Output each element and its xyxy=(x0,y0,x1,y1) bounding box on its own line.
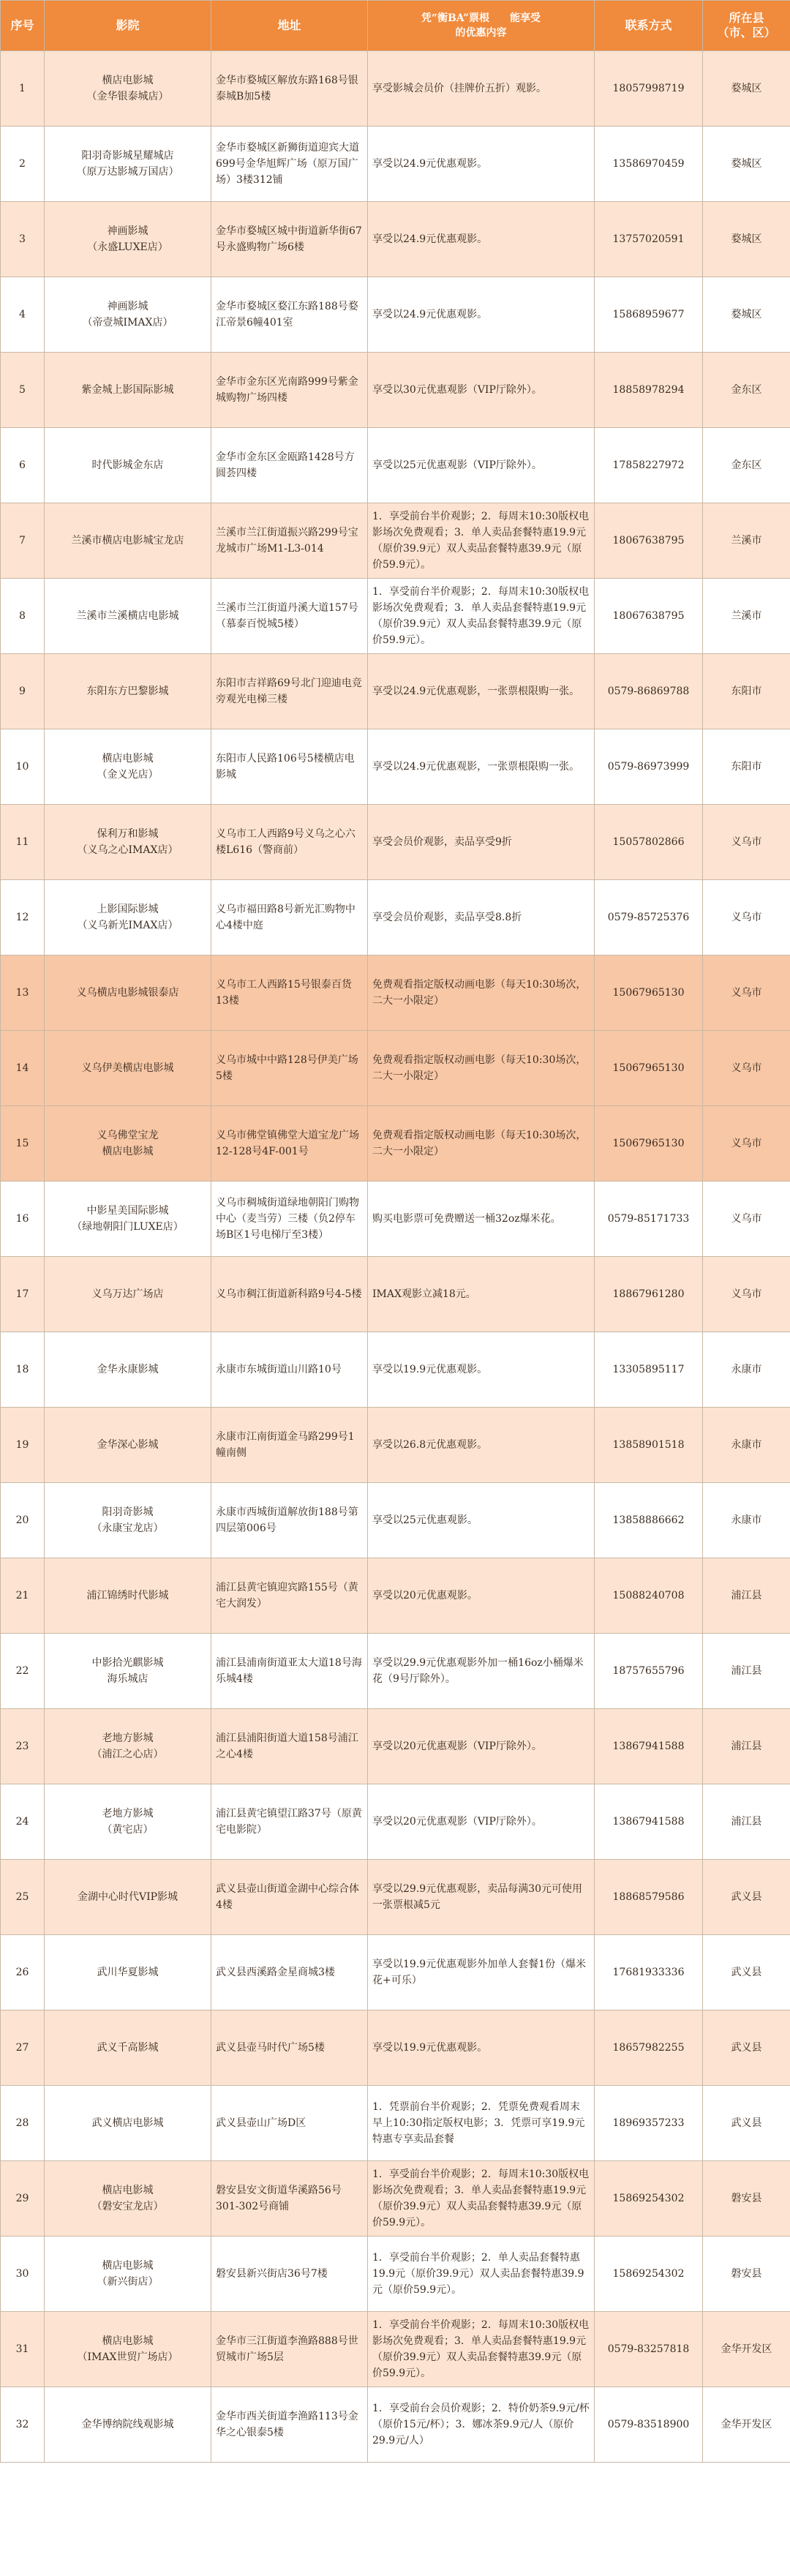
cinema-name-line1: 上影国际影城 xyxy=(97,904,159,915)
region: 磐安县 xyxy=(703,2161,790,2237)
contact-phone: 15868959677 xyxy=(595,277,703,353)
promo-content: 享受影城会员价（挂牌价五折）观影。 xyxy=(368,51,595,127)
region: 磐安县 xyxy=(703,2237,790,2312)
header-region-line1: 所在县 xyxy=(729,11,764,25)
cinema-address: 武义县壶山街道金湖中心综合体4楼 xyxy=(211,1860,368,1935)
region: 义乌市 xyxy=(703,1031,790,1106)
table-row xyxy=(1,277,790,353)
table-row xyxy=(1,1634,790,1709)
header-promo-line1: 凭“衡BA”票根 能享受 xyxy=(421,12,541,24)
region: 浦江县 xyxy=(703,1558,790,1634)
row-number: 24 xyxy=(1,1784,45,1860)
cinema-name-line2: （金义光店） xyxy=(97,769,159,781)
cinema-name-line1: 金华永康影城 xyxy=(97,1364,159,1375)
row-number: 12 xyxy=(1,880,45,955)
promo-content: 购买电影票可免费赠送一桶32oz爆米花。 xyxy=(368,1182,595,1257)
promo-content: 享受以20元优惠观影（VIP厅除外）。 xyxy=(368,1784,595,1860)
cinema-name-line1: 保利万和影城 xyxy=(97,828,159,840)
header-region-line2: （市、区） xyxy=(717,26,776,40)
region: 永康市 xyxy=(703,1483,790,1558)
contact-phone: 15067965130 xyxy=(595,1106,703,1182)
cinema-address: 义乌市稠江街道新科路9号4-5楼 xyxy=(211,1257,368,1332)
cinema-name-line1: 金华深心影城 xyxy=(97,1439,159,1451)
region: 金东区 xyxy=(703,428,790,503)
cinema-name-line1: 金华博纳院线观影城 xyxy=(81,2419,174,2430)
cinema-name-line2: （义乌新光IMAX店） xyxy=(77,920,178,931)
cinema-address: 浦江县浦阳街道大道158号浦江之心4楼 xyxy=(211,1709,368,1784)
cinema-name xyxy=(45,2161,211,2237)
cinema-name xyxy=(45,1106,211,1182)
table-row xyxy=(1,2312,790,2387)
cinema-address: 义乌市稠城街道绿地朝阳门购物中心（麦当劳）三楼（负2停车场B区1号电梯厅至3楼） xyxy=(211,1182,368,1257)
region: 义乌市 xyxy=(703,880,790,955)
table-row xyxy=(1,654,790,729)
header-cinema: 影院 xyxy=(45,1,211,51)
row-number: 7 xyxy=(1,503,45,579)
cinema-name-line2: （新兴街店） xyxy=(97,2276,159,2288)
row-number: 2 xyxy=(1,127,45,202)
row-number: 18 xyxy=(1,1332,45,1408)
table-row xyxy=(1,353,790,428)
row-number: 19 xyxy=(1,1408,45,1483)
promo-content: 1．享受前台半价观影；2．每周末10:30版权电影场次免费观看；3．单人卖品套餐特惠19.9元（原价39.9元）双人卖品套餐特惠39.9元（原价59.9元）。 xyxy=(368,2312,595,2387)
region: 义乌市 xyxy=(703,805,790,880)
row-number: 9 xyxy=(1,654,45,729)
table-row xyxy=(1,1935,790,2010)
table-row xyxy=(1,1031,790,1106)
cinema-name xyxy=(45,1935,211,2010)
cinema-address: 金华市婺城区婺江东路188号婺江帝景6幢401室 xyxy=(211,277,368,353)
region: 永康市 xyxy=(703,1408,790,1483)
row-number: 1 xyxy=(1,51,45,127)
contact-phone: 0579-86973999 xyxy=(595,729,703,805)
table-row xyxy=(1,2010,790,2086)
cinema-name-line2: （IMAX世贸广场店） xyxy=(77,2351,178,2363)
header-region xyxy=(703,1,790,51)
cinema-address: 兰溪市兰江街道丹溪大道157号（慕泰百悦城5楼） xyxy=(211,579,368,654)
contact-phone: 15088240708 xyxy=(595,1558,703,1634)
contact-phone: 18757655796 xyxy=(595,1634,703,1709)
region: 浦江县 xyxy=(703,1709,790,1784)
region: 永康市 xyxy=(703,1332,790,1408)
cinema-name-line1: 武义横店电影城 xyxy=(91,2117,164,2129)
cinema-name xyxy=(45,1182,211,1257)
region: 武义县 xyxy=(703,2086,790,2161)
cinema-name xyxy=(45,202,211,277)
contact-phone: 18067638795 xyxy=(595,579,703,654)
promo-content: 1．享受前台会员价观影；2．特价奶茶9.9元/杯（原价15元/杯）；3．娜冰茶9.9元/人（原价29.9元/人） xyxy=(368,2387,595,2463)
table-row xyxy=(1,202,790,277)
promo-content: 1．享受前台半价观影；2．每周末10:30版权电影场次免费观看；3．单人卖品套餐特惠19.9元（原价39.9元）双人卖品套餐特惠39.9元（原价59.9元）。 xyxy=(368,2161,595,2237)
contact-phone: 15067965130 xyxy=(595,955,703,1031)
cinema-address: 义乌市佛堂镇佛堂大道宝龙广场12-128号4F-001号 xyxy=(211,1106,368,1182)
cinema-name-line1: 横店电影城 xyxy=(102,2185,154,2196)
table-row xyxy=(1,1182,790,1257)
contact-phone: 18067638795 xyxy=(595,503,703,579)
cinema-name-line2: 海乐城店 xyxy=(107,1673,148,1685)
cinema-name-line2: （绿地朝阳门LUXE店） xyxy=(72,1221,184,1233)
cinema-name-line2: （黄宅店） xyxy=(102,1824,154,1836)
cinema-name xyxy=(45,1709,211,1784)
header-address: 地址 xyxy=(211,1,368,51)
cinema-name xyxy=(45,654,211,729)
cinema-address: 磐安县新兴街店36号7楼 xyxy=(211,2237,368,2312)
table-row xyxy=(1,1709,790,1784)
contact-phone: 0579-83257818 xyxy=(595,2312,703,2387)
cinema-name-line1: 金湖中心时代VIP影城 xyxy=(77,1891,178,1903)
cinema-name xyxy=(45,880,211,955)
header-contact: 联系方式 xyxy=(595,1,703,51)
promo-content: 享受以20元优惠观影（VIP厅除外）。 xyxy=(368,1709,595,1784)
contact-phone: 18969357233 xyxy=(595,2086,703,2161)
table-row xyxy=(1,1860,790,1935)
cinema-address: 浦江县黄宅镇望江路37号（原黄宅电影院） xyxy=(211,1784,368,1860)
table-row xyxy=(1,1784,790,1860)
cinema-name-line1: 义乌万达广场店 xyxy=(91,1288,164,1300)
row-number: 28 xyxy=(1,2086,45,2161)
table-row xyxy=(1,428,790,503)
cinema-name-line1: 横店电影城 xyxy=(102,2335,154,2347)
contact-phone: 18657982255 xyxy=(595,2010,703,2086)
row-number: 27 xyxy=(1,2010,45,2086)
header-no: 序号 xyxy=(1,1,45,51)
promo-content: IMAX观影立减18元。 xyxy=(368,1257,595,1332)
contact-phone: 15067965130 xyxy=(595,1031,703,1106)
promo-content: 享受以24.9元优惠观影，一张票根限购一张。 xyxy=(368,729,595,805)
table-row xyxy=(1,2086,790,2161)
cinema-name xyxy=(45,428,211,503)
cinema-name-line1: 义乌横店电影城银泰店 xyxy=(76,987,179,999)
contact-phone: 0579-85725376 xyxy=(595,880,703,955)
row-number: 22 xyxy=(1,1634,45,1709)
cinema-name xyxy=(45,1408,211,1483)
contact-phone: 18858978294 xyxy=(595,353,703,428)
contact-phone: 13867941588 xyxy=(595,1784,703,1860)
row-number: 14 xyxy=(1,1031,45,1106)
cinema-name xyxy=(45,2010,211,2086)
cinema-name xyxy=(45,277,211,353)
table-row xyxy=(1,729,790,805)
cinema-name-line2: （浦江之心店） xyxy=(91,1749,164,1760)
promo-content: 免费观看指定版权动画电影（每天10:30场次，二大一小限定） xyxy=(368,955,595,1031)
row-number: 8 xyxy=(1,579,45,654)
cinema-address: 东阳市人民路106号5楼横店电影城 xyxy=(211,729,368,805)
row-number: 25 xyxy=(1,1860,45,1935)
promo-content: 享受以29.9元优惠观影，卖品每满30元可使用一张票根减5元 xyxy=(368,1860,595,1935)
row-number: 30 xyxy=(1,2237,45,2312)
promo-content: 享受以30元优惠观影（VIP厅除外）。 xyxy=(368,353,595,428)
row-number: 13 xyxy=(1,955,45,1031)
cinema-name-line2: 横店电影城 xyxy=(102,1146,154,1157)
cinema-name-line1: 阳羽奇影城 xyxy=(102,1506,154,1518)
header-promo-line2: 的优惠内容 xyxy=(455,27,507,39)
cinema-address: 武义县壶山广场D区 xyxy=(211,2086,368,2161)
cinema-name xyxy=(45,1634,211,1709)
cinema-name xyxy=(45,729,211,805)
region: 婺城区 xyxy=(703,127,790,202)
region: 浦江县 xyxy=(703,1634,790,1709)
promo-content: 享受以24.9元优惠观影。 xyxy=(368,277,595,353)
contact-phone: 15057802866 xyxy=(595,805,703,880)
cinema-name xyxy=(45,579,211,654)
promo-content: 1．凭票前台半价观影；2．凭票免费观看周末早上10:30指定版权电影；3．凭票可享19.9元特惠专享卖品套餐 xyxy=(368,2086,595,2161)
promo-content: 享受以24.9元优惠观影。 xyxy=(368,202,595,277)
row-number: 15 xyxy=(1,1106,45,1182)
contact-phone: 0579-85171733 xyxy=(595,1182,703,1257)
promo-content: 免费观看指定版权动画电影（每天10:30场次，二大一小限定） xyxy=(368,1031,595,1106)
promo-content: 享受以20元优惠观影。 xyxy=(368,1558,595,1634)
promo-content: 享受会员价观影，卖品享受8.8折 xyxy=(368,880,595,955)
promo-content: 享受以25元优惠观影。 xyxy=(368,1483,595,1558)
cinema-name-line1: 东阳东方巴黎影城 xyxy=(86,686,169,697)
promo-content: 享受以29.9元优惠观影外加一桶16oz小桶爆米花（9号厅除外）。 xyxy=(368,1634,595,1709)
table-row xyxy=(1,2161,790,2237)
cinema-address: 义乌市城中中路128号伊美广场5楼 xyxy=(211,1031,368,1106)
cinema-name xyxy=(45,2312,211,2387)
row-number: 11 xyxy=(1,805,45,880)
contact-phone: 18057998719 xyxy=(595,51,703,127)
cinema-address: 浦江县浦南街道亚太大道18号海乐城4楼 xyxy=(211,1634,368,1709)
region: 武义县 xyxy=(703,2010,790,2086)
cinema-name xyxy=(45,955,211,1031)
cinema-name-line1: 神画影城 xyxy=(107,225,148,237)
cinema-name-line1: 义乌佛堂宝龙 xyxy=(97,1130,159,1141)
region: 兰溪市 xyxy=(703,503,790,579)
cinema-address: 浦江县黄宅镇迎宾路155号（黄宅大润发） xyxy=(211,1558,368,1634)
promo-content: 享受以19.9元优惠观影外加单人套餐1份（爆米花+可乐） xyxy=(368,1935,595,2010)
region: 婺城区 xyxy=(703,202,790,277)
table-row xyxy=(1,2387,790,2463)
cinema-name-line1: 中影星美国际影城 xyxy=(86,1205,169,1217)
contact-phone: 18867961280 xyxy=(595,1257,703,1332)
cinema-name-line1: 横店电影城 xyxy=(102,2260,154,2272)
cinema-name-line1: 义乌伊美横店电影城 xyxy=(81,1062,174,1074)
cinema-address: 永康市西城街道解放街188号第四层第006号 xyxy=(211,1483,368,1558)
contact-phone: 13586970459 xyxy=(595,127,703,202)
row-number: 29 xyxy=(1,2161,45,2237)
row-number: 10 xyxy=(1,729,45,805)
table-row xyxy=(1,1332,790,1408)
region: 东阳市 xyxy=(703,654,790,729)
row-number: 20 xyxy=(1,1483,45,1558)
promo-content: 1．享受前台半价观影；2．每周末10:30版权电影场次免费观看；3．单人卖品套餐特惠19.9元（原价39.9元）双人卖品套餐特惠39.9元（原价59.9元）。 xyxy=(368,579,595,654)
cinema-address: 金华市三江街道李渔路888号世贸城市广场5层 xyxy=(211,2312,368,2387)
cinema-name xyxy=(45,805,211,880)
cinema-name xyxy=(45,503,211,579)
region: 武义县 xyxy=(703,1935,790,2010)
cinema-name-line2: （金华银泰城店） xyxy=(86,91,169,102)
contact-phone: 15869254302 xyxy=(595,2237,703,2312)
cinema-name xyxy=(45,2237,211,2312)
region: 兰溪市 xyxy=(703,579,790,654)
cinema-name-line1: 阳羽奇影城星耀城店 xyxy=(81,150,174,162)
table-row xyxy=(1,1483,790,1558)
promo-content: 享受以26.8元优惠观影。 xyxy=(368,1408,595,1483)
cinema-name-line1: 时代影城金东店 xyxy=(91,459,164,471)
row-number: 3 xyxy=(1,202,45,277)
cinema-address: 义乌市福田路8号新光汇购物中心4楼中庭 xyxy=(211,880,368,955)
cinema-name-line1: 紫金城上影国际影城 xyxy=(81,384,174,396)
cinema-name-line1: 浦江锦绣时代影城 xyxy=(86,1590,169,1601)
table-row xyxy=(1,880,790,955)
cinema-name-line2: （帝壹城IMAX店） xyxy=(82,317,173,328)
region: 义乌市 xyxy=(703,955,790,1031)
cinema-address: 义乌市工人西路9号义乌之心六楼L616（警商前） xyxy=(211,805,368,880)
contact-phone: 13858901518 xyxy=(595,1408,703,1483)
row-number: 17 xyxy=(1,1257,45,1332)
cinema-name-line1: 兰溪市横店电影城宝龙店 xyxy=(71,535,184,547)
cinema-address: 武义县西溪路金星商城3楼 xyxy=(211,1935,368,2010)
promo-content: 1．享受前台半价观影；2．单人卖品套餐特惠19.9元（原价39.9元）双人卖品套餐特惠39.9元（原价59.9元）。 xyxy=(368,2237,595,2312)
cinema-name-line1: 横店电影城 xyxy=(102,75,154,86)
cinema-name xyxy=(45,1031,211,1106)
cinema-name-line2: （永盛LUXE店） xyxy=(87,241,168,253)
table-row xyxy=(1,2237,790,2312)
cinema-address: 金华市婺城区新狮街道迎宾大道699号金华旭辉广场（原万国广场）3楼312铺 xyxy=(211,127,368,202)
table-header-row xyxy=(1,1,790,51)
cinema-name xyxy=(45,1784,211,1860)
cinema-name-line1: 兰溪市兰溪横店电影城 xyxy=(76,610,179,622)
cinema-address: 永康市江南街道金马路299号1幢南侧 xyxy=(211,1408,368,1483)
cinema-name xyxy=(45,1558,211,1634)
cinema-address: 金华市西关街道李渔路113号金华之心银泰5楼 xyxy=(211,2387,368,2463)
cinema-address: 永康市东城街道山川路10号 xyxy=(211,1332,368,1408)
cinema-name xyxy=(45,127,211,202)
table-row xyxy=(1,1408,790,1483)
cinema-name-line1: 神画影城 xyxy=(107,301,148,312)
cinema-name xyxy=(45,51,211,127)
cinema-name xyxy=(45,1257,211,1332)
cinema-name-line1: 武川华夏影城 xyxy=(97,1967,159,1978)
row-number: 31 xyxy=(1,2312,45,2387)
table-row xyxy=(1,805,790,880)
region: 金华开发区 xyxy=(703,2387,790,2463)
region: 金东区 xyxy=(703,353,790,428)
promo-content: 享受会员价观影，卖品享受9折 xyxy=(368,805,595,880)
cinema-address: 金华市金东区金瓯路1428号方圆荟四楼 xyxy=(211,428,368,503)
contact-phone: 17858227972 xyxy=(595,428,703,503)
cinema-name-line2: （义乌之心IMAX店） xyxy=(77,844,178,856)
row-number: 5 xyxy=(1,353,45,428)
table-row xyxy=(1,127,790,202)
cinema-name xyxy=(45,1483,211,1558)
cinema-address: 兰溪市兰江街道振兴路299号宝龙城市广场M1-L3-014 xyxy=(211,503,368,579)
promo-content: 享受以25元优惠观影（VIP厅除外）。 xyxy=(368,428,595,503)
table-row xyxy=(1,955,790,1031)
contact-phone: 13757020591 xyxy=(595,202,703,277)
row-number: 32 xyxy=(1,2387,45,2463)
table-row xyxy=(1,579,790,654)
promo-content: 享受以19.9元优惠观影。 xyxy=(368,1332,595,1408)
cinema-address: 东阳市吉祥路69号北门迎迪电竞旁观光电梯三楼 xyxy=(211,654,368,729)
contact-phone: 18868579586 xyxy=(595,1860,703,1935)
contact-phone: 13867941588 xyxy=(595,1709,703,1784)
cinema-name xyxy=(45,1332,211,1408)
row-number: 26 xyxy=(1,1935,45,2010)
table-row xyxy=(1,503,790,579)
promo-content: 享受以19.9元优惠观影。 xyxy=(368,2010,595,2086)
promo-content: 享受以24.9元优惠观影。 xyxy=(368,127,595,202)
cinema-name-line1: 横店电影城 xyxy=(102,753,154,765)
table-row xyxy=(1,1558,790,1634)
table-body xyxy=(1,51,790,2463)
promo-content: 享受以24.9元优惠观影，一张票根限购一张。 xyxy=(368,654,595,729)
region: 东阳市 xyxy=(703,729,790,805)
contact-phone: 15869254302 xyxy=(595,2161,703,2237)
cinema-address: 金华市婺城区城中街道新华街67号永盛购物广场6楼 xyxy=(211,202,368,277)
contact-phone: 0579-83518900 xyxy=(595,2387,703,2463)
cinema-name-line1: 老地方影城 xyxy=(102,1732,154,1744)
row-number: 16 xyxy=(1,1182,45,1257)
promo-content: 免费观看指定版权动画电影（每天10:30场次，二大一小限定） xyxy=(368,1106,595,1182)
contact-phone: 13305895117 xyxy=(595,1332,703,1408)
region: 浦江县 xyxy=(703,1784,790,1860)
cinema-address: 金华市婺城区解放东路168号银泰城B加5楼 xyxy=(211,51,368,127)
contact-phone: 0579-86869788 xyxy=(595,654,703,729)
row-number: 6 xyxy=(1,428,45,503)
cinema-name xyxy=(45,1860,211,1935)
contact-phone: 13858886662 xyxy=(595,1483,703,1558)
cinema-name-line2: （永康宝龙店） xyxy=(91,1522,164,1534)
cinema-address: 武义县壶马时代广场5楼 xyxy=(211,2010,368,2086)
header-promo xyxy=(368,1,595,51)
cinema-name-line1: 中影拾光麒影城 xyxy=(91,1657,164,1669)
row-number: 23 xyxy=(1,1709,45,1784)
region: 义乌市 xyxy=(703,1106,790,1182)
cinema-name-line1: 武义千高影城 xyxy=(97,2042,159,2054)
cinema-address: 磐安县安文街道华溪路56号301-302号商铺 xyxy=(211,2161,368,2237)
cinema-name xyxy=(45,2086,211,2161)
cinema-name xyxy=(45,353,211,428)
cinema-name-line1: 老地方影城 xyxy=(102,1808,154,1820)
cinema-address: 义乌市工人西路15号银泰百货13楼 xyxy=(211,955,368,1031)
contact-phone: 17681933336 xyxy=(595,1935,703,2010)
row-number: 21 xyxy=(1,1558,45,1634)
cinema-address: 金华市金东区光南路999号紫金城购物广场四楼 xyxy=(211,353,368,428)
cinema-name-line2: （原万达影城万国店） xyxy=(76,166,179,178)
region: 婺城区 xyxy=(703,51,790,127)
promo-content: 1．享受前台半价观影；2．每周末10:30版权电影场次免费观看；3．单人卖品套餐特惠19.9元（原价39.9元）双人卖品套餐特惠39.9元（原价59.9元）。 xyxy=(368,503,595,579)
cinema-name-line2: （磐安宝龙店） xyxy=(91,2201,164,2212)
region: 武义县 xyxy=(703,1860,790,1935)
region: 义乌市 xyxy=(703,1182,790,1257)
table-row xyxy=(1,1106,790,1182)
region: 婺城区 xyxy=(703,277,790,353)
region: 金华开发区 xyxy=(703,2312,790,2387)
row-number: 4 xyxy=(1,277,45,353)
cinema-name xyxy=(45,2387,211,2463)
region: 义乌市 xyxy=(703,1257,790,1332)
table-row xyxy=(1,1257,790,1332)
table-row xyxy=(1,51,790,127)
